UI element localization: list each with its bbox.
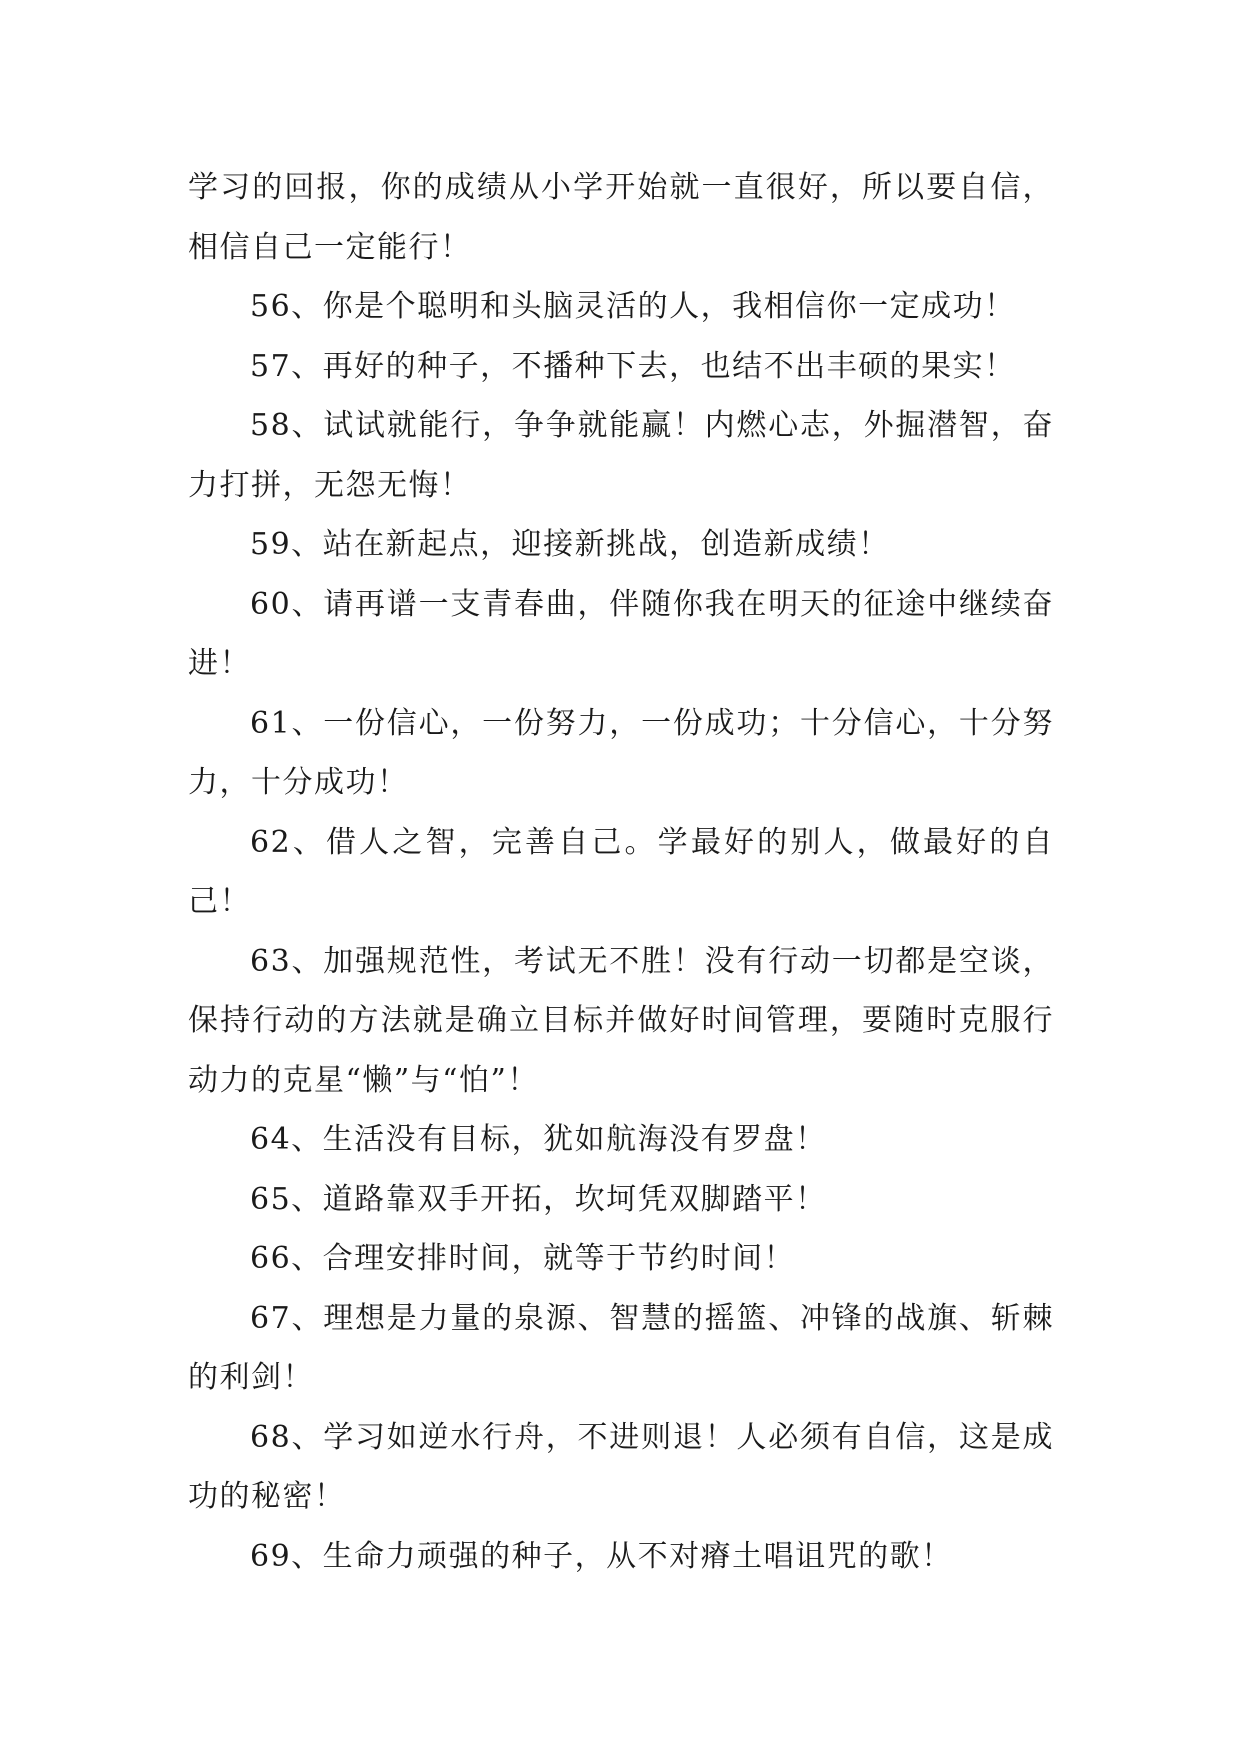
paragraph-item-64: 64、生活没有目标，犹如航海没有罗盘！ — [250, 1122, 827, 1157]
paragraph-item-66: 66、合理安排时间，就等于节约时间！ — [250, 1241, 796, 1276]
paragraph-item-69: 69、生命力顽强的种子，从不对瘠土唱诅咒的歌！ — [250, 1538, 953, 1574]
paragraph-item-63: 63、加强规范性，考试无不胜！没有行动一切都是空谈，保持行动的方法就是确立目标并做好时间管理，要随时克服行动力的克星“懒”与“怕”！ — [188, 943, 1054, 1098]
paragraph-item-58: 58、试试就能行，争争就能赢！内燃心志，外掘潜智，奋力打拼，无怨无悔！ — [188, 408, 1054, 503]
paragraph-item-68: 68、学习如逆水行舟，不进则退！人必须有自信，这是成功的秘密！ — [188, 1419, 1054, 1514]
document-body — [188, 158, 1054, 1586]
paragraph-item-67: 67、理想是力量的泉源、智慧的摇篮、冲锋的战旗、斩棘的利剑！ — [188, 1300, 1054, 1395]
paragraph-item-59: 59、站在新起点，迎接新挑战，创造新成绩！ — [250, 527, 890, 562]
paragraph-item-60: 60、请再谱一支青春曲，伴随你我在明天的征途中继续奋进！ — [188, 586, 1054, 681]
paragraph-item-56: 56、你是个聪明和头脑灵活的人，我相信你一定成功！ — [250, 289, 1016, 324]
paragraph-item-65: 65、道路靠双手开拓，坎坷凭双脚踏平！ — [250, 1181, 827, 1217]
paragraph-item-62: 62、借人之智，完善自己。学最好的别人，做最好的自己！ — [188, 824, 1054, 919]
paragraph-item-61: 61、一份信心，一份努力，一份成功；十分信心，十分努力，十分成功！ — [188, 705, 1054, 800]
paragraph-continuation: 学习的回报，你的成绩从小学开始就一直很好，所以要自信，相信自己一定能行！ — [188, 170, 1054, 265]
paragraph-item-57: 57、再好的种子，不播种下去，也结不出丰硕的果实！ — [250, 348, 1016, 384]
